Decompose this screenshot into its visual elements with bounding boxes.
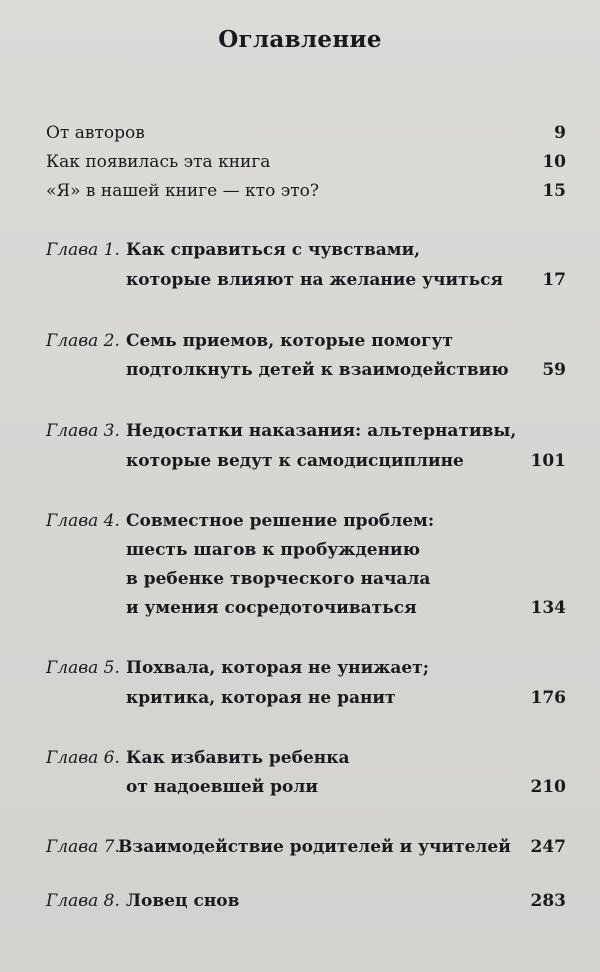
toc-page-number: 101 (530, 451, 566, 471)
toc-entry-title: Как появилась эта книга (46, 152, 271, 172)
toc-entry-title: От авторов (46, 123, 145, 143)
chapter-title-line: Похвала, которая не унижает; (126, 658, 429, 678)
toc-chapter-4-cont (46, 595, 566, 621)
chapter-title-line: Совместное решение проблем: (126, 511, 435, 531)
chapter-label: Глава 7. (46, 837, 120, 857)
toc-page-number: 9 (554, 123, 566, 143)
chapter-title-line: которые ведут к самодисциплине (126, 451, 464, 471)
chapter-title-line: которые влияют на желание учиться (126, 270, 504, 290)
toc-chapter-2-cont (46, 357, 566, 383)
toc-chapter-6 (46, 745, 566, 771)
toc-entry-title: «Я» в нашей книге — кто это? (46, 181, 319, 201)
chapter-title-line: и умения сосредоточиваться (126, 598, 417, 618)
toc-chapter-5 (46, 655, 566, 681)
chapter-title-line: Недостатки наказания: альтернативы, (126, 421, 517, 441)
toc-page-number: 59 (542, 360, 566, 380)
chapter-label: Глава 2. (46, 331, 120, 351)
chapter-title-line: Семь приемов, которые помогут (126, 331, 453, 351)
chapter-label: Глава 6. (46, 748, 120, 768)
toc-chapter-3 (46, 418, 566, 444)
chapter-label: Глава 5. (46, 658, 120, 678)
chapter-title-line: от надоевшей роли (126, 777, 318, 797)
toc-page-number: 210 (530, 777, 566, 797)
chapter-label: Глава 4. (46, 511, 120, 531)
chapter-title-line: Ловец снов (126, 891, 240, 911)
toc-chapter-1-cont (46, 267, 566, 293)
toc-page-number: 176 (530, 688, 566, 708)
toc-entry-intro (46, 178, 566, 204)
toc-chapter-4-cont (46, 566, 566, 592)
chapter-title-line: критика, которая не ранит (126, 688, 396, 708)
toc-chapter-8 (46, 888, 566, 914)
toc-chapter-3-cont (46, 448, 566, 474)
toc-chapter-4-cont (46, 537, 566, 563)
toc-page-number: 10 (542, 152, 566, 172)
toc-page-number: 15 (542, 181, 566, 201)
toc-chapter-1 (46, 237, 566, 263)
toc-chapter-6-cont (46, 774, 566, 800)
toc-page-number: 283 (530, 891, 566, 911)
chapter-title-line: шесть шагов к пробуждению (126, 540, 421, 560)
toc-entry-intro (46, 149, 566, 175)
toc-chapter-4 (46, 508, 566, 534)
chapter-label: Глава 3. (46, 421, 120, 441)
toc-page-number: 247 (530, 837, 566, 857)
toc-entry-intro (46, 120, 566, 146)
toc-chapter-5-cont (46, 685, 566, 711)
chapter-label: Глава 1. (46, 240, 120, 260)
chapter-title-line: Взаимодействие родителей и учителей (118, 837, 511, 857)
chapter-title-line: Как справиться с чувствами, (126, 240, 421, 260)
chapter-title-line: Как избавить ребенка (126, 748, 350, 768)
chapter-label: Глава 8. (46, 891, 120, 911)
toc-chapter-2 (46, 328, 566, 354)
chapter-title-line: подтолкнуть детей к взаимодействию (126, 360, 509, 380)
toc-page-number: 134 (530, 598, 566, 618)
chapter-title-line: в ребенке творческого начала (126, 569, 431, 589)
toc-page-number: 17 (542, 270, 566, 290)
toc-chapter-7 (46, 834, 566, 860)
page-title: Оглавление (218, 26, 382, 53)
